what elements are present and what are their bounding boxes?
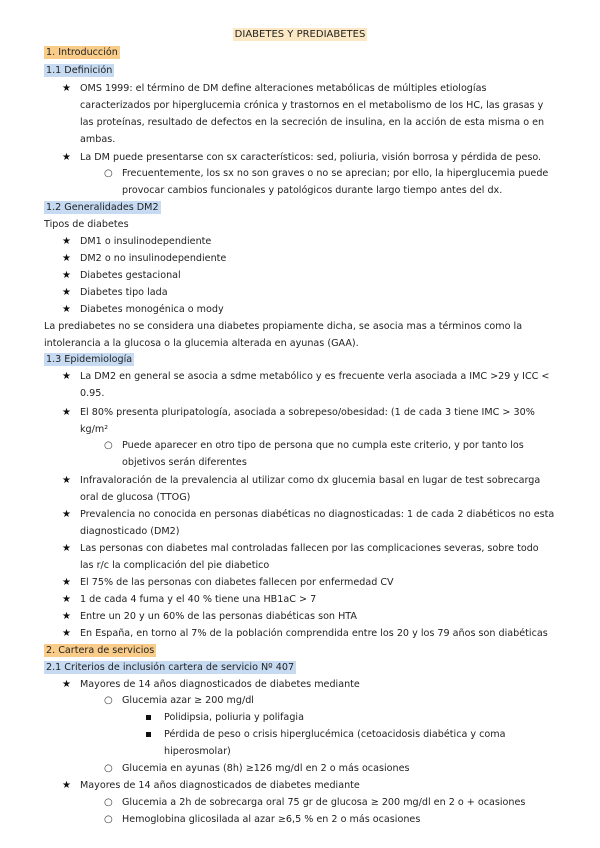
section-heading-cartera: 2. Cartera de servicios	[46, 645, 155, 656]
text-line: las proteínas, resultado de defectos en la secreción de insulina, en la acción de esta misma o en	[80, 117, 545, 128]
text-line: El 80% presenta pluripatología, asociada a sobrepeso/obesidad: (1 de cada 3 tiene IMC > 30%	[80, 407, 535, 418]
text-line: hiperosmolar)	[164, 746, 231, 757]
star-bullet-icon: ★	[62, 371, 71, 382]
text-line: Infravaloración de la prevalencia al utilizar como dx glucemia basal en lugar de test sobrecarga	[80, 475, 541, 486]
star-bullet-icon: ★	[62, 577, 71, 588]
star-bullet-icon: ★	[62, 594, 71, 605]
text-line: objetivos serán diferentes	[122, 457, 247, 468]
star-bullet-icon: ★	[62, 304, 71, 315]
star-bullet-icon: ★	[62, 407, 71, 418]
text-line: provocar cambios funcionales y patológicos durante largo tiempo antes del dx.	[122, 185, 503, 196]
text-line: En España, en torno al 7% de la población comprendida entre los 20 y los 79 años son diabéticas	[80, 628, 548, 639]
text-line: 1 de cada 4 fuma y el 40 % tiene una HB1aC > 7	[80, 594, 317, 605]
text-line: Hemoglobina glicosilada al azar ≥6,5 % en 2 o más ocasiones	[122, 814, 421, 825]
text-line: oral de glucosa (TTOG)	[80, 492, 191, 503]
list-item: Diabetes tipo lada	[80, 287, 168, 298]
circle-bullet-icon: ○	[104, 168, 113, 179]
list-item: Diabetes monogénica o mody	[80, 304, 224, 315]
text-line: caracterizados por hiperglucemia crónica y trastornos en el metabolismo de los HC, las grasas y	[80, 100, 544, 111]
section-heading-introduccion: 1. Introducción	[46, 47, 118, 58]
square-bullet-icon	[146, 732, 151, 737]
list-item: DM2 o no insulinodependiente	[80, 253, 227, 264]
text-line: La DM2 en general se asocia a sdme metabólico y es frecuente verla asociada a IMC >29 y ICC <	[80, 371, 550, 382]
text-line: 0.95.	[80, 388, 105, 399]
star-bullet-icon: ★	[62, 253, 71, 264]
text-line: Entre un 20 y un 60% de las personas diabéticas son HTA	[80, 611, 357, 622]
circle-bullet-icon: ○	[104, 797, 113, 808]
text-line: Mayores de 14 años diagnosticados de diabetes mediante	[80, 679, 360, 690]
star-bullet-icon: ★	[62, 628, 71, 639]
text-line: intolerancia a la glucosa o la glucemia alterada en ayunas (GAA).	[44, 338, 359, 349]
circle-bullet-icon: ○	[104, 763, 113, 774]
text-line: La DM puede presentarse con sx característicos: sed, poliuria, visión borrosa y pérdida de peso.	[80, 152, 542, 163]
text-line: OMS 1999: el término de DM define alteraciones metabólicas de múltiples etiologías	[80, 83, 487, 94]
text-line: Frecuentemente, los sx no son graves o no se aprecian; por ello, la hiperglucemia puede	[122, 168, 549, 179]
section-heading-definicion: 1.1 Definición	[46, 65, 113, 76]
text-line: las r/c la complicación del pie diabetico	[80, 560, 270, 571]
star-bullet-icon: ★	[62, 611, 71, 622]
star-bullet-icon: ★	[62, 236, 71, 247]
text-line: Glucemia azar ≥ 200 mg/dl	[122, 695, 254, 706]
text-line: kg/m²	[80, 424, 109, 435]
text-line: Glucemia en ayunas (8h) ≥126 mg/dl en 2 o más ocasiones	[122, 763, 410, 774]
star-bullet-icon: ★	[62, 509, 71, 520]
document-title: DIABETES Y PREDIABETES	[234, 29, 366, 40]
star-bullet-icon: ★	[62, 780, 71, 791]
square-bullet-icon	[146, 715, 151, 720]
star-bullet-icon: ★	[62, 543, 71, 554]
text-line: Pérdida de peso o crisis hiperglucémica (cetoacidosis diabética y coma	[164, 729, 506, 740]
circle-bullet-icon: ○	[104, 814, 113, 825]
list-item: DM1 o insulinodependiente	[80, 236, 212, 247]
text-line: El 75% de las personas con diabetes fallecen por enfermedad CV	[80, 577, 394, 588]
text-line: Mayores de 14 años diagnosticados de diabetes mediante	[80, 780, 360, 791]
section-heading-epidemiologia: 1.3 Epidemiología	[46, 354, 133, 365]
star-bullet-icon: ★	[62, 287, 71, 298]
star-bullet-icon: ★	[62, 83, 71, 94]
section-heading-criterios: 2.1 Criterios de inclusión cartera de servicio Nº 407	[46, 662, 295, 673]
text-line: Prevalencia no conocida en personas diabéticas no diagnosticadas: 1 de cada 2 diabéticos no esta	[80, 509, 555, 520]
circle-bullet-icon: ○	[104, 695, 113, 706]
text-line: Las personas con diabetes mal controladas fallecen por las complicaciones severas, sobre todo	[80, 543, 539, 554]
text-line: Glucemia a 2h de sobrecarga oral 75 gr de glucosa ≥ 200 mg/dl en 2 o + ocasiones	[122, 797, 526, 808]
text-line: Tipos de diabetes	[44, 219, 129, 230]
star-bullet-icon: ★	[62, 679, 71, 690]
star-bullet-icon: ★	[62, 475, 71, 486]
text-line: La prediabetes no se considera una diabetes propiamente dicha, se asocia mas a términos como la	[44, 321, 523, 332]
section-heading-generalidades: 1.2 Generalidades DM2	[46, 202, 159, 213]
star-bullet-icon: ★	[62, 152, 71, 163]
circle-bullet-icon: ○	[104, 440, 113, 451]
list-item: Diabetes gestacional	[80, 270, 181, 281]
text-line: ambas.	[80, 134, 116, 145]
text-line: Polidipsia, poliuria y polifagia	[164, 712, 304, 723]
text-line: diagnosticado (DM2)	[80, 526, 180, 537]
star-bullet-icon: ★	[62, 270, 71, 281]
text-line: Puede aparecer en otro tipo de persona que no cumpla este criterio, y por tanto los	[122, 440, 524, 451]
